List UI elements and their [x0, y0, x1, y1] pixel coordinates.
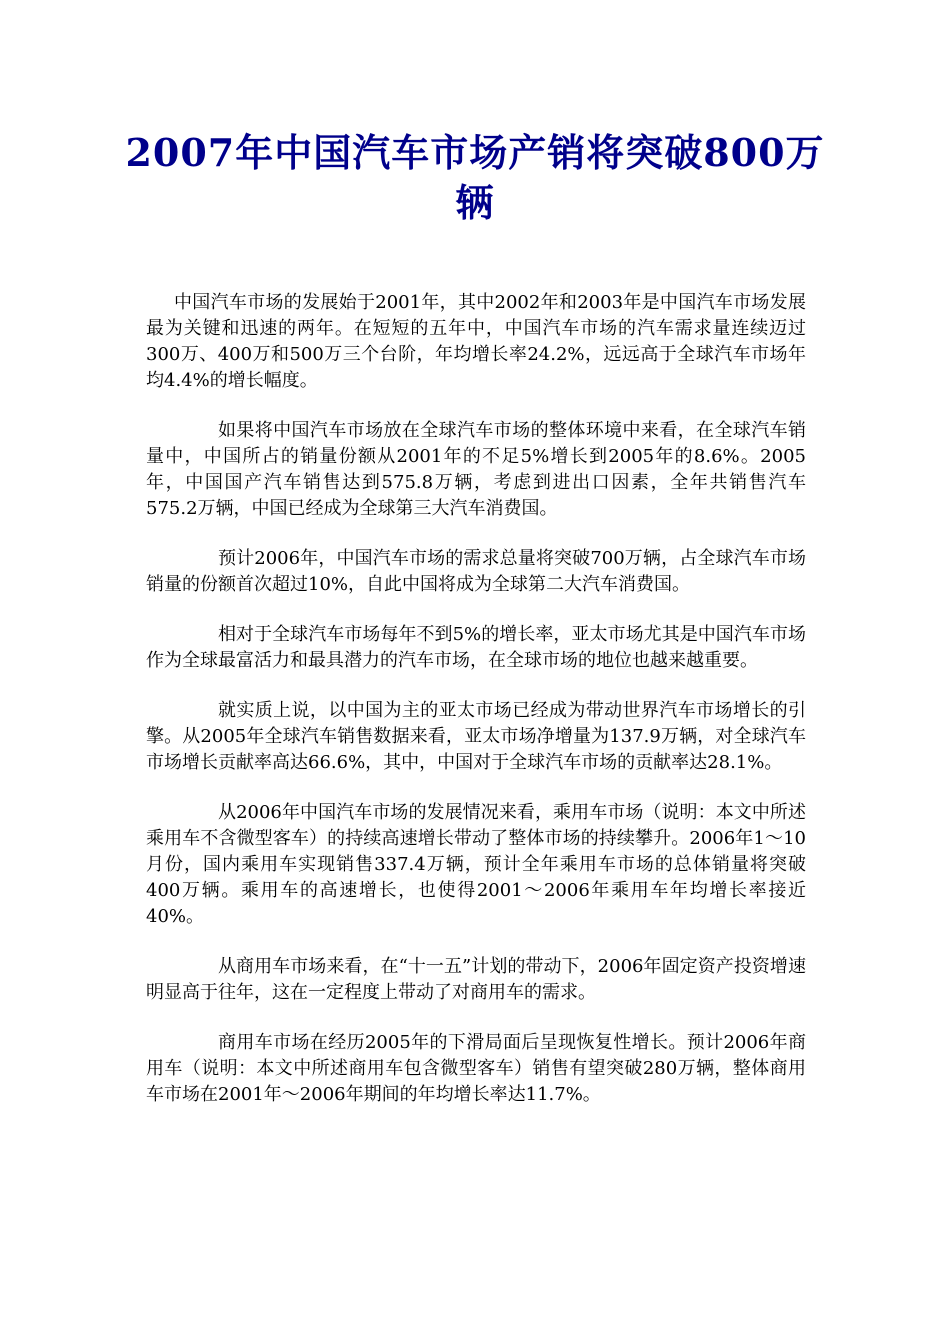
paragraph-1: 中国汽车市场的发展始于2001年，其中2002年和2003年是中国汽车市场发展最为关键和迅速的两年。在短短的五年中，中国汽车市场的汽车需求量连续迈过300万、400万和500万三个台阶，年均增长率24.2%，远远高于全球汽车市场年均4.4%的增长幅度。: [146, 292, 806, 391]
paragraph-2: 如果将中国汽车市场放在全球汽车市场的整体环境中来看，在全球汽车销量中，中国所占的销量份额从2001年的不足5%增长到2005年的8.6%。2005年，中国国产汽车销售达到575.8万辆，考虑到进出口因素，全年共销售汽车575.2万辆，中国已经成为全球第三大汽车消费国。: [146, 420, 806, 519]
paragraph-6: 从2006年中国汽车市场的发展情况来看，乘用车市场（说明：本文中所述乘用车不含微型客车）的持续高速增长带动了整体市场的持续攀升。2006年1～10月份，国内乘用车实现销售337.4万辆，预计全年乘用车市场的总体销量将突破400万辆。乘用车的高速增长，也使得2001～2006年乘用车年均增长率接近40%。: [146, 802, 806, 927]
paragraph-7: 从商用车市场来看，在“十一五”计划的带动下，2006年固定资产投资增速明显高于往年，这在一定程度上带动了对商用车的需求。: [146, 956, 806, 1003]
paragraph-3: 预计2006年，中国汽车市场的需求总量将突破700万辆，占全球汽车市场销量的份额首次超过10%，自此中国将成为全球第二大汽车消费国。: [146, 548, 806, 595]
paragraph-5: 就实质上说，以中国为主的亚太市场已经成为带动世界汽车市场增长的引擎。从2005年全球汽车销售数据来看，亚太市场净增量为137.9万辆，对全球汽车市场增长贡献率高达66.6%，其中，中国对于全球汽车市场的贡献率达28.1%。: [146, 700, 806, 773]
paragraph-8: 商用车市场在经历2005年的下滑局面后呈现恢复性增长。预计2006年商用车（说明：本文中所述商用车包含微型客车）销售有望突破280万辆，整体商用车市场在2001年～2006年期间的年均增长率达11.7%。: [146, 1032, 806, 1105]
page-title: 2007年中国汽车市场产销将突破800万辆: [125, 130, 825, 225]
article-body: [146, 290, 806, 1132]
paragraph-4: 相对于全球汽车市场每年不到5%的增长率，亚太市场尤其是中国汽车市场作为全球最富活力和最具潜力的汽车市场，在全球市场的地位也越来越重要。: [146, 624, 806, 671]
